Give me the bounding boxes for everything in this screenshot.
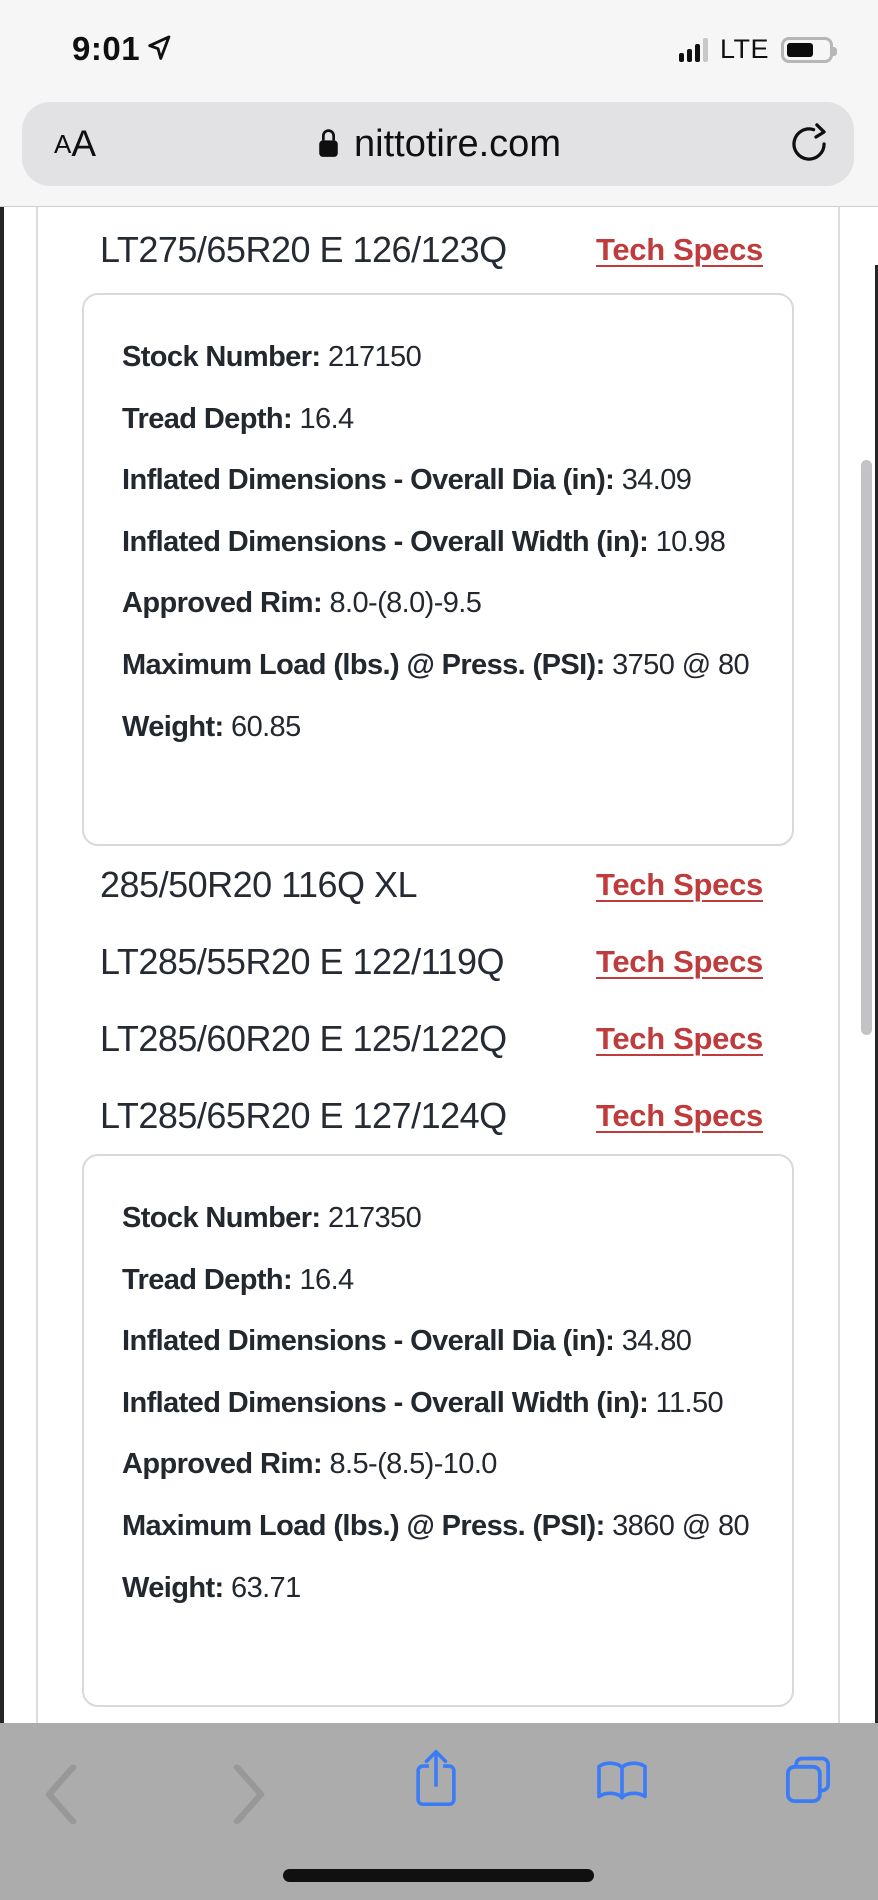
- lock-icon: [315, 127, 342, 161]
- spec-item: [122, 583, 758, 624]
- spec-item: [122, 645, 758, 686]
- spec-label: Inflated Dimensions - Overall Width (in):: [122, 1386, 649, 1419]
- spec-value: 8.0-(8.0)-9.5: [329, 587, 482, 620]
- spec-item: [122, 1198, 758, 1239]
- table-border-left: [36, 207, 38, 1723]
- spec-value: 34.09: [621, 464, 692, 497]
- spec-value: 11.50: [655, 1386, 724, 1419]
- battery-icon: [781, 37, 833, 63]
- spec-value: 217150: [327, 341, 422, 373]
- spec-item: [122, 1260, 758, 1301]
- status-bar: [0, 0, 878, 100]
- safari-bottom-toolbar: [0, 1723, 878, 1900]
- location-arrow-icon: [146, 34, 172, 67]
- tire-size-row: [0, 846, 878, 923]
- tire-size-label: LT275/65R20 E 126/123Q: [100, 229, 507, 270]
- spec-label: Stock Number:: [122, 1202, 321, 1234]
- tire-size-label: 285/50R20 116Q XL: [100, 863, 418, 905]
- spec-item: [122, 707, 758, 748]
- tech-specs-card: [82, 1154, 794, 1707]
- tabs-icon[interactable]: [782, 1755, 834, 1810]
- spec-label: Weight:: [122, 710, 224, 743]
- spec-value: 60.85: [231, 710, 301, 743]
- spec-value: 3860 @ 80: [612, 1509, 750, 1542]
- spec-item: [122, 399, 758, 440]
- spec-label: Tread Depth:: [122, 402, 293, 435]
- spec-value: 16.4: [299, 1263, 354, 1296]
- forward-button[interactable]: [228, 1755, 270, 1836]
- tire-size-row: [0, 1077, 878, 1154]
- page-left-edge: [0, 207, 4, 1723]
- tire-size-label: LT285/65R20 E 127/124Q: [100, 1094, 507, 1136]
- spec-item: [122, 1444, 758, 1485]
- tech-specs-link[interactable]: Tech Specs: [595, 1097, 763, 1133]
- spec-label: Maximum Load (lbs.) @ Press. (PSI):: [122, 1509, 605, 1542]
- spec-item: [122, 522, 758, 563]
- spec-item: [122, 1568, 758, 1609]
- table-border-right: [838, 207, 840, 1723]
- spec-label: Inflated Dimensions - Overall Dia (in):: [122, 1325, 615, 1358]
- spec-item: [122, 1383, 758, 1424]
- url-display[interactable]: [22, 102, 854, 186]
- bookmarks-icon[interactable]: [594, 1759, 650, 1808]
- address-bar[interactable]: [22, 102, 854, 186]
- back-button[interactable]: [40, 1755, 82, 1836]
- web-page-content: [0, 207, 878, 1723]
- spec-label: Tread Depth:: [122, 1263, 293, 1296]
- spec-value: 8.5-(8.5)-10.0: [329, 1448, 497, 1481]
- tech-specs-card: [82, 293, 794, 846]
- tech-specs-link[interactable]: Tech Specs: [595, 866, 763, 902]
- tire-size-label: LT285/55R20 E 122/119Q: [100, 940, 504, 982]
- page-scrollbar[interactable]: [861, 460, 872, 1035]
- spec-label: Inflated Dimensions - Overall Width (in):: [122, 525, 649, 558]
- safari-address-bar-area: [0, 100, 878, 207]
- tire-size-row: [0, 923, 878, 1000]
- spec-label: Maximum Load (lbs.) @ Press. (PSI):: [122, 648, 605, 681]
- home-indicator[interactable]: [283, 1869, 594, 1882]
- status-bar-indicators: [679, 34, 833, 65]
- spec-label: Approved Rim:: [122, 587, 323, 620]
- spec-label: Inflated Dimensions - Overall Dia (in):: [122, 464, 615, 497]
- spec-value: 34.80: [621, 1325, 692, 1358]
- tire-size-row: [0, 207, 878, 293]
- tire-size-label: LT285/60R20 E 125/122Q: [100, 1017, 507, 1059]
- share-icon[interactable]: [412, 1747, 460, 1812]
- tech-specs-link[interactable]: Tech Specs: [595, 943, 763, 979]
- tech-specs-link[interactable]: Tech Specs: [595, 232, 763, 267]
- reload-button[interactable]: [780, 102, 838, 186]
- spec-item: [122, 337, 758, 378]
- signal-bars-icon: [679, 38, 708, 62]
- spec-value: 16.4: [299, 402, 354, 435]
- text-size-label-large: A: [71, 123, 97, 164]
- spec-value: 217350: [327, 1202, 422, 1234]
- spec-value: 63.71: [231, 1571, 301, 1604]
- text-size-label-small: A: [54, 128, 72, 159]
- clock: 9:01: [72, 30, 141, 67]
- spec-item: [122, 460, 758, 501]
- spec-item: [122, 1321, 758, 1362]
- spec-item: [122, 1506, 758, 1547]
- network-type-label: LTE: [719, 34, 769, 64]
- spec-value: 3750 @ 80: [612, 648, 750, 681]
- spec-label: Stock Number:: [122, 341, 321, 373]
- spec-label: Weight:: [122, 1571, 224, 1604]
- spec-value: 10.98: [655, 525, 726, 558]
- tech-specs-link[interactable]: Tech Specs: [595, 1020, 763, 1056]
- domain-text: nittotire.com: [354, 122, 561, 165]
- spec-label: Approved Rim:: [122, 1448, 323, 1481]
- tire-size-row: [0, 1000, 878, 1077]
